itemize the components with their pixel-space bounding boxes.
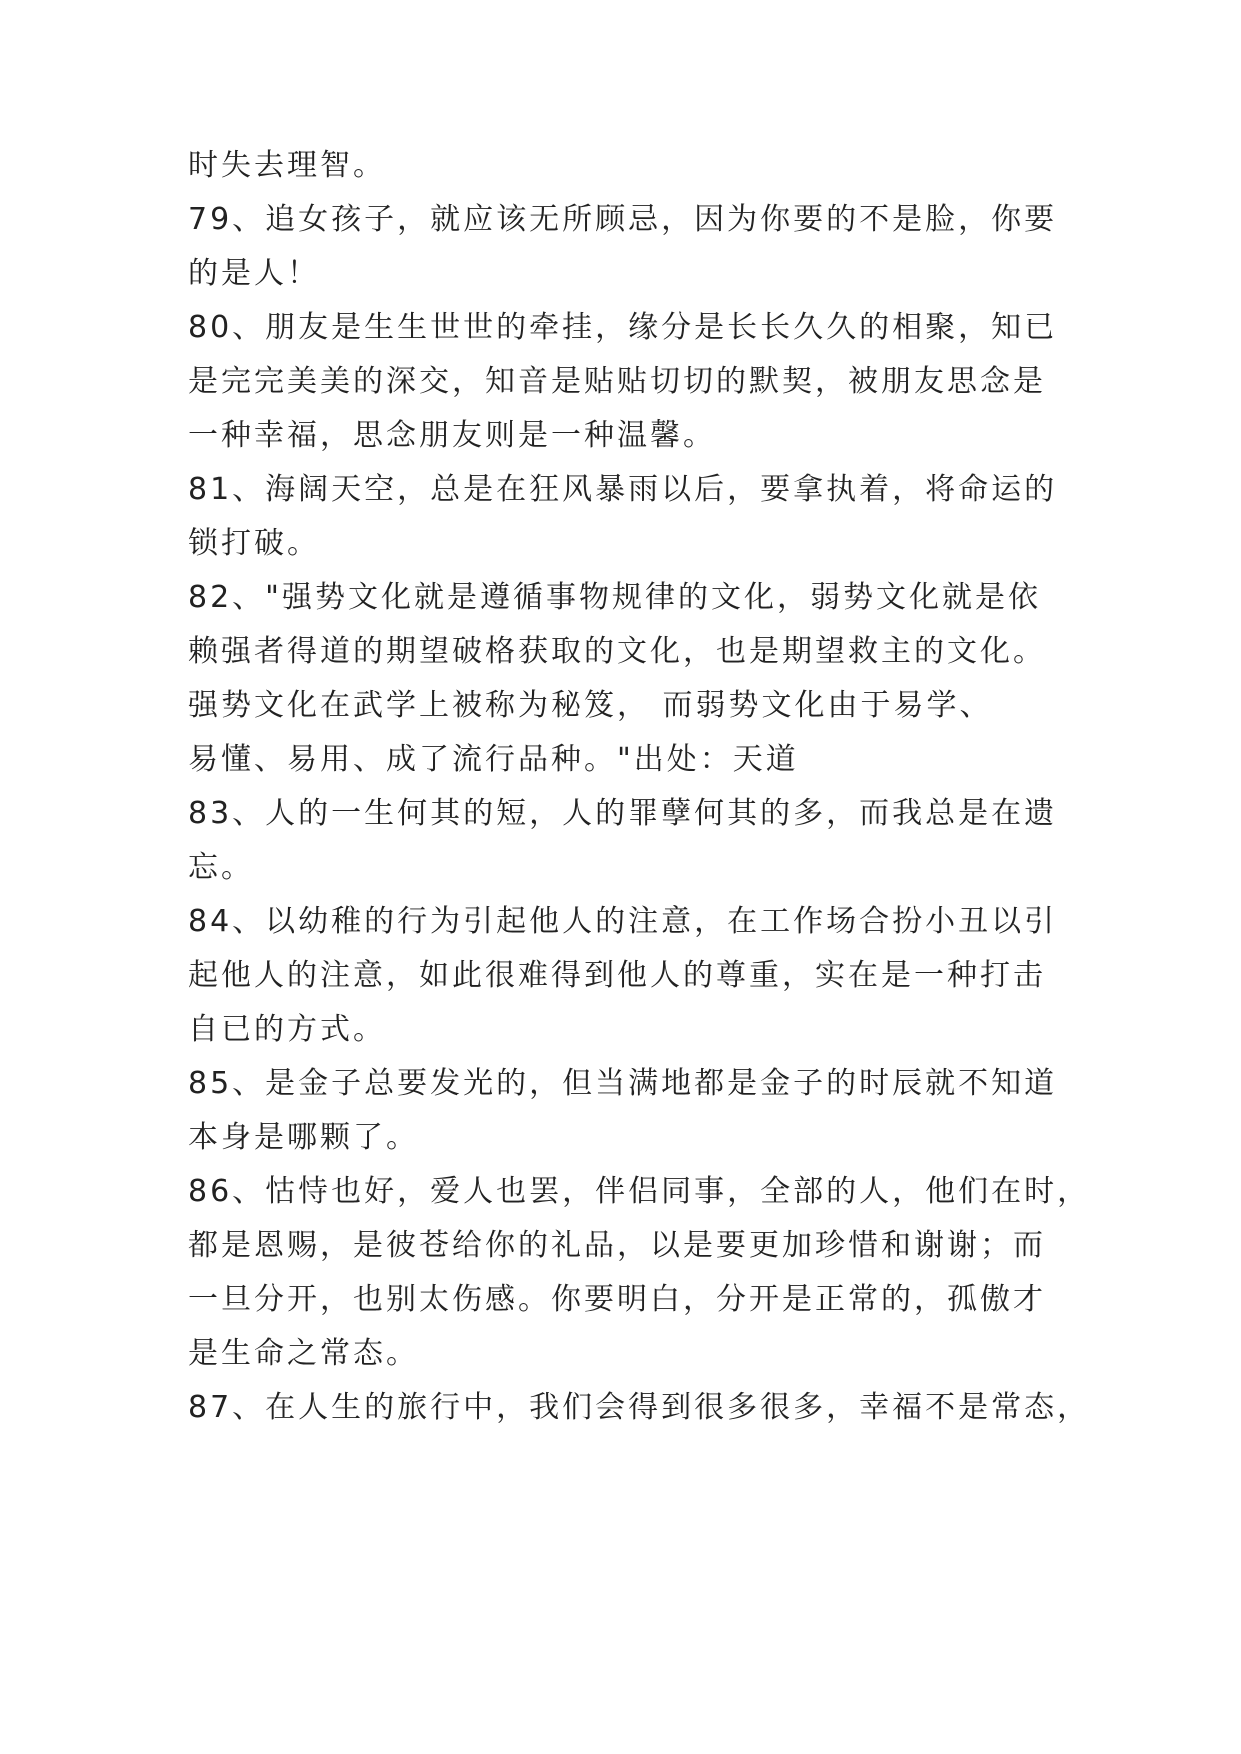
text-line: 赖强者得道的期望破格获取的文化，也是期望救主的文化。 <box>188 634 1046 669</box>
text-line: 79、追女孩子，就应该无所顾忌，因为你要的不是脸，你要 <box>188 202 1058 237</box>
text-line: 是生命之常态。 <box>188 1336 419 1371</box>
text-line: 本身是哪颗了。 <box>188 1120 419 1155</box>
text-line: 的是人！ <box>188 256 320 291</box>
text-line: 强势文化在武学上被称为秘笈， 而弱势文化由于易学、 <box>188 688 993 723</box>
text-line: 85、是金子总要发光的，但当满地都是金子的时辰就不知道 <box>188 1066 1058 1101</box>
text-line: 86、怙恃也好，爱人也罢，伴侣同事，全部的人，他们在时， <box>188 1174 1091 1209</box>
text-line: 80、朋友是生生世世的牵挂，缘分是长长久久的相聚，知已 <box>188 310 1058 345</box>
text-line: 一种幸福，思念朋友则是一种温馨。 <box>188 418 716 453</box>
text-line: 易懂、易用、成了流行品种。"出处：天道 <box>188 742 799 777</box>
text-line: 忘。 <box>188 850 254 885</box>
text-line: 锁打破。 <box>188 526 320 561</box>
text-line: 一旦分开，也别太伤感。你要明白，分开是正常的，孤傲才 <box>188 1282 1046 1317</box>
text-line: 84、以幼稚的行为引起他人的注意，在工作场合扮小丑以引 <box>188 904 1058 939</box>
text-line: 时失去理智。 <box>188 148 386 183</box>
text-line: 81、海阔天空，总是在狂风暴雨以后，要拿执着，将命运的 <box>188 472 1058 507</box>
text-line: 都是恩赐，是彼苍给你的礼品，以是要更加珍惜和谢谢；而 <box>188 1228 1046 1263</box>
text-line: 自已的方式。 <box>188 1012 386 1047</box>
text-line: 是完完美美的深交，知音是贴贴切切的默契，被朋友思念是 <box>188 364 1046 399</box>
text-line: 87、在人生的旅行中，我们会得到很多很多，幸福不是常态， <box>188 1390 1091 1425</box>
text-line: 83、人的一生何其的短，人的罪孽何其的多，而我总是在遗 <box>188 796 1058 831</box>
text-line: 起他人的注意，如此很难得到他人的尊重，实在是一种打击 <box>188 958 1046 993</box>
text-line: 82、"强势文化就是遵循事物规律的文化，弱势文化就是依 <box>188 580 1041 615</box>
